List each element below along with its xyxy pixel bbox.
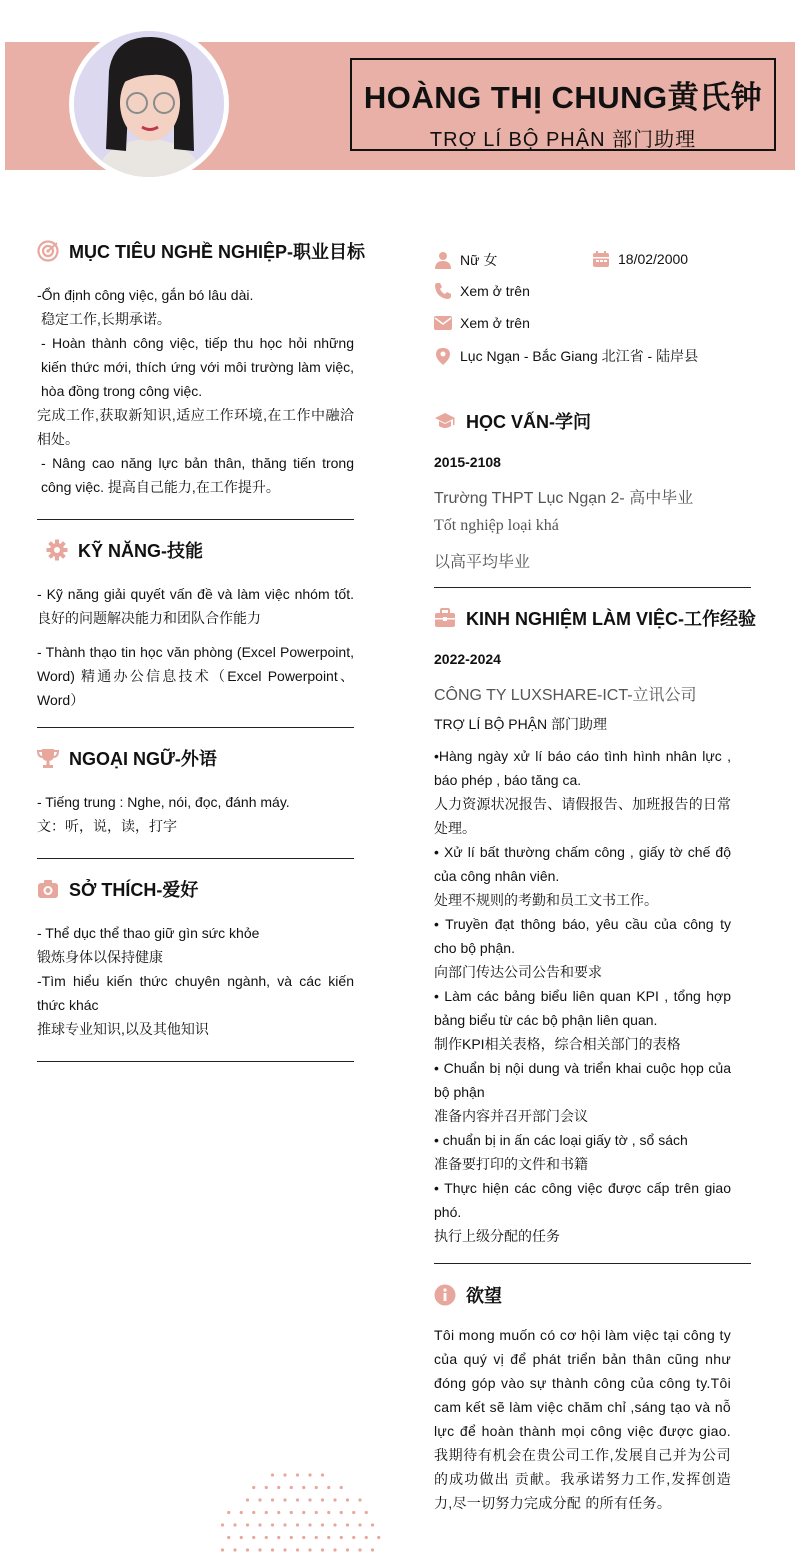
decorative-dot — [221, 1523, 224, 1526]
decorative-dot — [371, 1548, 374, 1551]
duty-line: 处理不规则的考勤和员工文书工作。 — [434, 892, 658, 908]
avatar — [69, 26, 229, 182]
gender-row — [434, 250, 497, 270]
decorative-dot — [315, 1486, 318, 1489]
decorative-dot — [265, 1511, 268, 1514]
hobbies-text — [37, 921, 354, 1041]
divider — [37, 858, 354, 859]
mail-icon — [434, 314, 452, 332]
skills-title: KỸ NĂNG-技能 — [78, 541, 203, 561]
divider — [37, 727, 354, 728]
email-value: Xem ở trên — [460, 315, 530, 331]
decorative-dot — [265, 1536, 268, 1539]
decorative-dot — [340, 1511, 343, 1514]
decorative-dot — [283, 1548, 286, 1551]
decorative-dot — [271, 1473, 274, 1476]
duty-line: 准备内容并召开部门会议 — [434, 1108, 588, 1124]
decorative-dot — [358, 1548, 361, 1551]
education-title: HỌC VẤN-学问 — [466, 412, 591, 432]
decorative-dot — [308, 1548, 311, 1551]
birthday-row — [592, 250, 688, 268]
profile-photo — [74, 31, 224, 177]
duty-line: • Làm các bảng biểu liên quan KPI , tổng hợp bảng biểu từ các bộ phận liên quan. — [434, 988, 731, 1028]
language-line: 文：听，说，读，打字 — [37, 818, 177, 834]
decorative-dots — [205, 1468, 395, 1554]
phone-row — [434, 282, 530, 300]
objective-line: - Hoàn thành công việc, tiếp thu học hỏi những kiến thức mới, thích ứng với môi trường làm việc, hòa đồng trong công việc. — [41, 335, 354, 399]
birthday-value: 18/02/2000 — [618, 251, 689, 267]
hobby-line: 推球专业知识,以及其他知识 — [37, 1021, 209, 1037]
duty-line: 向部门传达公司公告和要求 — [434, 964, 602, 980]
decorative-dot — [283, 1498, 286, 1501]
hobbies-heading — [37, 876, 198, 902]
objective-line: -Ổn định công việc, gắn bó lâu dài. — [37, 287, 254, 303]
candidate-name: HOÀNG THỊ CHUNG黄氏钟 — [363, 80, 763, 115]
decorative-dot — [352, 1511, 355, 1514]
decorative-dot — [246, 1523, 249, 1526]
decorative-dot — [258, 1548, 261, 1551]
decorative-dot — [308, 1498, 311, 1501]
decorative-dot — [321, 1498, 324, 1501]
education-school: Trường THPT Lục Ngạn 2- 高中毕业 — [434, 490, 694, 507]
decorative-dot — [290, 1511, 293, 1514]
decorative-dot — [327, 1486, 330, 1489]
objective-title: MỤC TIÊU NGHỀ NGHIỆP-职业目标 — [69, 242, 366, 262]
decorative-dot — [315, 1511, 318, 1514]
graduation-cap-icon — [434, 410, 456, 432]
camera-icon — [37, 878, 59, 900]
divider — [37, 519, 354, 520]
decorative-dot — [246, 1498, 249, 1501]
languages-title: NGOẠI NGỮ-外语 — [69, 749, 217, 769]
decorative-dot — [271, 1548, 274, 1551]
divider — [37, 1061, 354, 1062]
decorative-dot — [283, 1473, 286, 1476]
target-icon — [37, 240, 59, 262]
decorative-dot — [315, 1536, 318, 1539]
decorative-dot — [302, 1486, 305, 1489]
experience-heading — [434, 605, 756, 631]
decorative-dot — [290, 1536, 293, 1539]
experience-duties — [434, 744, 731, 1248]
decorative-dot — [258, 1498, 261, 1501]
decorative-dot — [277, 1511, 280, 1514]
decorative-dot — [277, 1536, 280, 1539]
decorative-dot — [327, 1536, 330, 1539]
languages-text — [37, 790, 354, 838]
duty-line: 人力资源状况报告、请假报告、加班报告的日常处理。 — [434, 796, 731, 836]
candidate-role: TRỢ LÍ BỘ PHẬN 部门助理 — [429, 129, 697, 151]
duty-line: •Hàng ngày xử lí báo cáo tình hình nhân lực , báo phép , báo tăng ca. — [434, 748, 731, 788]
skill-item: - Kỹ năng giải quyết vấn đề và làm việc nhóm tốt. 良好的问题解决能力和团队合作能力 — [37, 586, 354, 626]
education-period: 2015-2108 — [434, 454, 501, 470]
gear-icon — [46, 539, 68, 561]
decorative-dot — [252, 1536, 255, 1539]
experience-period: 2022-2024 — [434, 651, 501, 667]
decorative-dot — [296, 1473, 299, 1476]
decorative-dot — [252, 1486, 255, 1489]
wish-text: Tôi mong muốn có cơ hội làm việc tại công ty của quý vị để phát triển bản thân cũng như đóng góp vào sự thành công của công ty.Tôi cam kết sẽ làm việc chăm chỉ ,sáng tạo và nỗ lực để hoàn thành mọi công việc được giao. 我期待有机会在贵公司工作,发展自己并为公司的成功做出 贡献。我承诺努力工作,发挥创造力,尽一切努力完成分配 的所有任务。 — [434, 1327, 731, 1511]
decorative-dot — [302, 1536, 305, 1539]
education-heading — [434, 408, 591, 434]
location-pin-icon — [434, 347, 452, 365]
decorative-dot — [333, 1498, 336, 1501]
education-grade-cn: 以高平均毕业 — [434, 554, 531, 571]
hobby-line: -Tìm hiểu kiến thức chuyên ngành, và các kiến thức khác — [37, 973, 354, 1013]
decorative-dot — [365, 1511, 368, 1514]
language-line: - Tiếng trung : Nghe, nói, đọc, đánh máy. — [37, 794, 290, 810]
languages-heading — [37, 745, 217, 771]
decorative-dot — [221, 1548, 224, 1551]
decorative-dot — [271, 1498, 274, 1501]
objective-line: - Nâng cao năng lực bản thân, thăng tiến trong công việc. 提高自己能力,在工作提升。 — [41, 455, 354, 495]
briefcase-icon — [434, 607, 456, 629]
decorative-dot — [302, 1511, 305, 1514]
decorative-dot — [352, 1536, 355, 1539]
hobby-line: 锻炼身体以保持健康 — [37, 949, 163, 965]
decorative-dot — [277, 1486, 280, 1489]
decorative-dot — [246, 1548, 249, 1551]
trophy-icon — [37, 747, 59, 769]
decorative-dot — [333, 1523, 336, 1526]
info-icon — [434, 1284, 456, 1306]
divider — [434, 587, 751, 588]
phone-icon — [434, 282, 452, 300]
calendar-icon — [592, 250, 610, 268]
duty-line: • Xử lí bất thường chấm công , giấy tờ chế độ của công nhân viên. — [434, 844, 731, 884]
decorative-dot — [308, 1523, 311, 1526]
decorative-dot — [321, 1548, 324, 1551]
hobby-line: - Thể dục thể thao giữ gìn sức khỏe — [37, 925, 260, 941]
decorative-dot — [371, 1523, 374, 1526]
decorative-dot — [240, 1511, 243, 1514]
address-row — [434, 346, 698, 366]
divider — [434, 1263, 751, 1264]
decorative-dot — [271, 1523, 274, 1526]
duty-line: 准备要打印的文件和书籍 — [434, 1156, 588, 1172]
duty-line: • Thực hiện các công việc được cấp trên giao phó. — [434, 1180, 731, 1220]
decorative-dot — [240, 1536, 243, 1539]
decorative-dot — [321, 1473, 324, 1476]
decorative-dot — [321, 1523, 324, 1526]
duty-line: • chuẩn bị in ấn các loại giấy tờ , sổ sách — [434, 1132, 688, 1148]
skills-heading — [46, 537, 203, 563]
gender-value: Nữ 女 — [460, 252, 498, 268]
experience-title: KINH NGHIỆM LÀM VIỆC-工作经验 — [466, 609, 756, 629]
decorative-dot — [233, 1548, 236, 1551]
decorative-dot — [265, 1486, 268, 1489]
objective-text — [37, 283, 354, 499]
decorative-dot — [227, 1536, 230, 1539]
decorative-dot — [346, 1548, 349, 1551]
decorative-dot — [252, 1511, 255, 1514]
decorative-dot — [340, 1536, 343, 1539]
decorative-dot — [358, 1498, 361, 1501]
decorative-dot — [227, 1511, 230, 1514]
skill-item: - Thành thạo tin học văn phòng (Excel Powerpoint, Word) 精通办公信息技术（Excel Powerpoint、Word） — [37, 644, 354, 708]
duty-line: • Truyền đạt thông báo, yêu cầu của công ty cho bộ phận. — [434, 916, 731, 956]
decorative-dot — [377, 1536, 380, 1539]
decorative-dot — [327, 1511, 330, 1514]
decorative-dot — [290, 1486, 293, 1489]
objective-line: 稳定工作,长期承诺。 — [41, 311, 171, 327]
decorative-dot — [340, 1486, 343, 1489]
decorative-dot — [346, 1498, 349, 1501]
decorative-dot — [333, 1548, 336, 1551]
decorative-dot — [283, 1523, 286, 1526]
decorative-dot — [308, 1473, 311, 1476]
wish-title: 欲望 — [466, 1286, 502, 1306]
decorative-dot — [296, 1548, 299, 1551]
name-box — [350, 58, 776, 151]
decorative-dot — [358, 1523, 361, 1526]
decorative-dot — [233, 1523, 236, 1526]
wish-heading — [434, 1282, 502, 1308]
address-value: Lục Ngạn - Bắc Giang 北江省 - 陆岸县 — [460, 348, 699, 364]
experience-company: CÔNG TY LUXSHARE-ICT-立讯公司 — [434, 687, 697, 704]
objective-line: 完成工作,获取新知识,适应工作环境,在工作中融洽相处。 — [37, 407, 354, 447]
hobbies-title: SỞ THÍCH-爱好 — [69, 880, 199, 900]
phone-value: Xem ở trên — [460, 283, 530, 299]
duty-line: • Chuẩn bị nội dung và triển khai cuộc họp của bộ phận — [434, 1060, 731, 1100]
objective-heading — [37, 238, 365, 264]
email-row — [434, 314, 530, 332]
decorative-dot — [346, 1523, 349, 1526]
skills-text — [37, 582, 354, 712]
duty-line: 制作KPI相关表格，综合相关部门的表格 — [434, 1036, 681, 1052]
person-icon — [434, 251, 452, 269]
duty-line: 执行上级分配的任务 — [434, 1228, 560, 1244]
decorative-dot — [365, 1536, 368, 1539]
experience-position: TRỢ LÍ BỘ PHẬN 部门助理 — [434, 716, 608, 732]
education-grade: Tốt nghiệp loại khá — [434, 517, 559, 534]
decorative-dot — [296, 1498, 299, 1501]
decorative-dot — [296, 1523, 299, 1526]
decorative-dot — [258, 1523, 261, 1526]
